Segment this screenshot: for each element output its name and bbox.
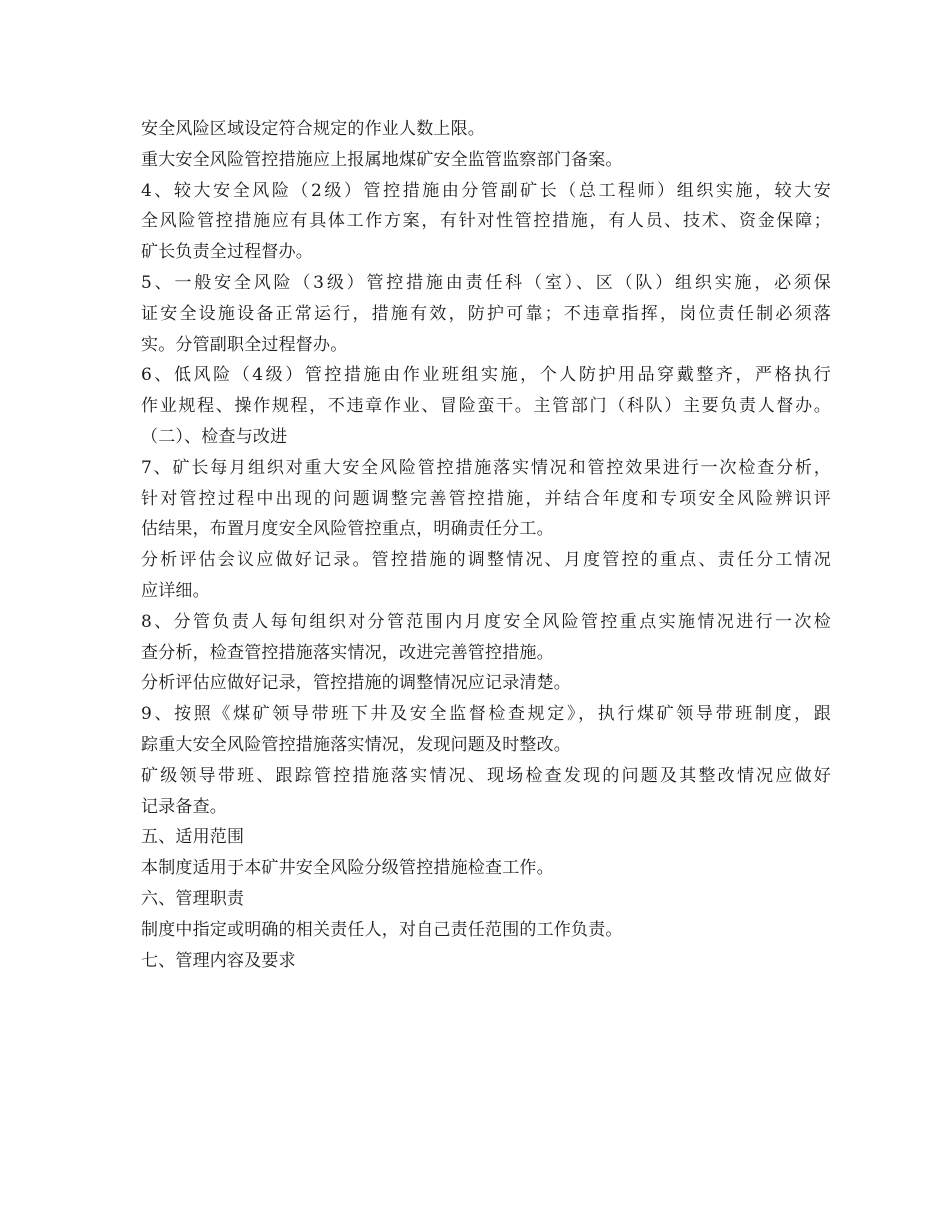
text-line: 分析评估应做好记录，管控措施的调整情况应记录清楚。 — [141, 673, 571, 694]
text-line: （二）、检查与改进 — [141, 426, 288, 447]
text-line: 估结果，布置月度安全风险管控重点，明确责任分工。 — [141, 519, 554, 540]
text-line: 6、低风险（4级）管控措施由作业班组实施，个人防护用品穿戴整齐，严格执行 — [141, 365, 831, 386]
text-line: 7、矿长每月组织对重大安全风险管控措施落实情况和管控效果进行一次检查分析， — [141, 457, 831, 478]
text-line: 4、较大安全风险（2级）管控措施由分管副矿长（总工程师）组织实施，较大安 — [141, 180, 831, 201]
text-line: 证安全设施设备正常运行，措施有效，防护可靠；不违章指挥，岗位责任制必须落 — [141, 303, 831, 324]
text-line: 五、适用范围 — [141, 827, 245, 848]
text-line: 针对管控过程中出现的问题调整完善管控措施，并结合年度和专项安全风险辨识评 — [141, 488, 831, 509]
text-line: 作业规程、操作规程，不违章作业、冒险蛮干。主管部门（科队）主要负责人督办。 — [141, 396, 831, 417]
text-line: 重大安全风险管控措施应上报属地煤矿安全监管监察部门备案。 — [141, 149, 623, 170]
text-line: 应详细。 — [141, 580, 210, 601]
text-line: 查分析，检查管控措施落实情况，改进完善管控措施。 — [141, 642, 554, 663]
text-line: 矿长负责全过程督办。 — [141, 242, 313, 263]
text-line: 全风险管控措施应有具体工作方案，有针对性管控措施，有人员、技术、资金保障； — [141, 211, 831, 232]
text-line: 9、按照《煤矿领导带班下井及安全监督检查规定》，执行煤矿领导带班制度，跟 — [141, 704, 831, 725]
text-line: 安全风险区域设定符合规定的作业人数上限。 — [141, 119, 485, 139]
text-line: 矿级领导带班、跟踪管控措施落实情况、现场检查发现的问题及其整改情况应做好 — [141, 765, 831, 786]
text-line: 分析评估会议应做好记录。管控措施的调整情况、月度管控的重点、责任分工情况 — [141, 550, 831, 571]
text-line: 踪重大安全风险管控措施落实情况，发现问题及时整改。 — [141, 734, 571, 755]
document-page — [141, 114, 831, 976]
text-line: 七、管理内容及要求 — [141, 950, 296, 971]
text-line: 记录备查。 — [141, 796, 227, 817]
text-line: 5、一般安全风险（3级）管控措施由责任科（室）、区（队）组织实施，必须保 — [141, 272, 831, 293]
text-line: 制度中指定或明确的相关责任人，对自己责任范围的工作负责。 — [141, 919, 623, 940]
text-line: 本制度适用于本矿井安全风险分级管控措施检查工作。 — [141, 858, 554, 879]
text-line: 实。分管副职全过程督办。 — [141, 334, 348, 355]
text-line: 8、分管负责人每旬组织对分管范围内月度安全风险管控重点实施情况进行一次检 — [141, 611, 831, 632]
text-line: 六、管理职责 — [141, 888, 245, 909]
